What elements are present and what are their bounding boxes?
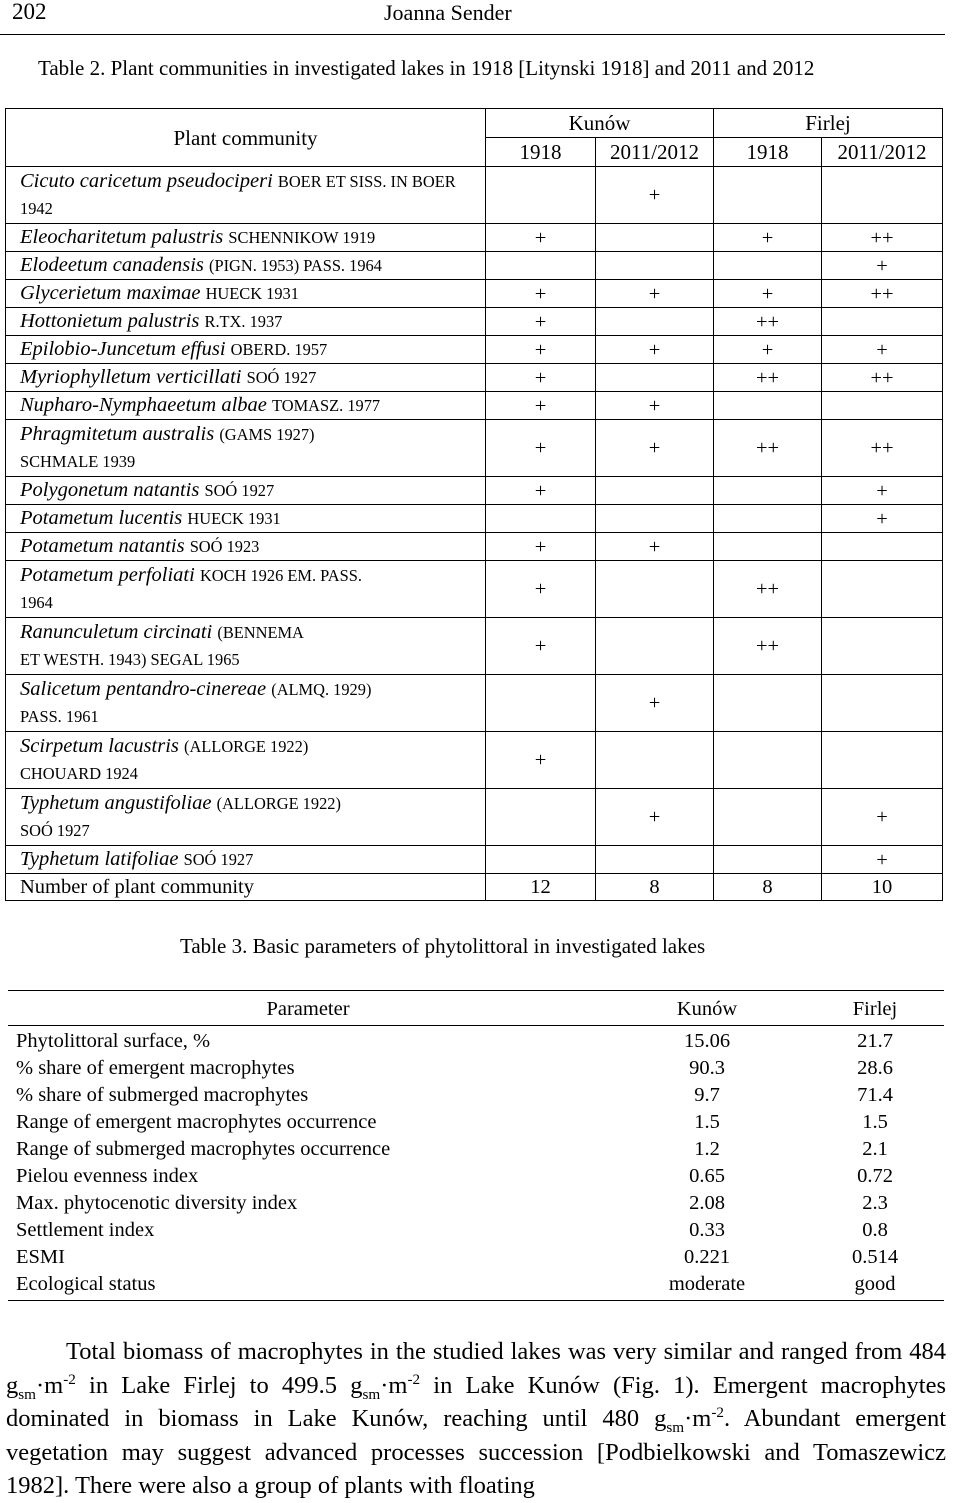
community-name: Myriophylletum verticillati [20, 366, 242, 388]
kunow-value-cell: 90.3 [689, 1057, 725, 1079]
presence-cell: ++ [822, 420, 943, 477]
presence-cell [714, 846, 822, 874]
presence-cell [714, 477, 822, 505]
presence-cell: + [822, 336, 943, 364]
table2-caption: Table 2. Plant communities in investigated lakes in 1918 [Litynski 1918] and 2011 and 2012 [38, 56, 815, 80]
table-row [6, 846, 943, 874]
community-author: KOCH 1926 EM. PASS. [199, 566, 362, 585]
parameter-cell: % share of submerged macrophytes [16, 1084, 309, 1106]
page-header [0, 0, 945, 35]
table-row [8, 1163, 944, 1190]
table-row [8, 1055, 944, 1082]
community-name: Potametum perfoliati [20, 564, 195, 586]
presence-cell: + [486, 420, 596, 477]
presence-cell: + [596, 789, 714, 846]
col-header-kunow: Kunów [608, 991, 806, 1026]
table-row [6, 392, 943, 420]
community-author: TOMASZ. 1977 [272, 396, 381, 415]
table-row [6, 732, 943, 789]
total-label: Number of plant community [6, 874, 486, 901]
para-text: . Abundant emergent vegetation may suggest advanced processes succession [Podbielkowski and Tomaszewicz 1982]. There were also a group of plants with floating [6, 1405, 947, 1499]
presence-cell [596, 364, 714, 392]
kunow-value-cell: 15.06 [683, 1030, 731, 1052]
unit-text: ·m [35, 1371, 64, 1399]
community-name: Cicuto caricetum pseudociperi [20, 170, 273, 192]
table-row [6, 336, 943, 364]
presence-cell: ++ [714, 364, 822, 392]
community-author: OBERD. 1957 [230, 340, 328, 359]
community-author: HUECK 1931 [187, 509, 281, 528]
community-author: (ALLORGE 1922) [216, 794, 341, 813]
presence-cell [822, 308, 943, 336]
presence-cell: ++ [822, 280, 943, 308]
firlej-value-cell: 28.6 [857, 1057, 893, 1079]
table-row [6, 252, 943, 280]
presence-cell: ++ [714, 420, 822, 477]
table-row [6, 505, 943, 533]
community-name: Eleocharitetum palustris [20, 226, 224, 248]
presence-cell: + [596, 392, 714, 420]
kunow-value-cell: moderate [608, 1271, 806, 1301]
table-row [6, 561, 943, 618]
firlej-value-cell: 1.5 [862, 1111, 888, 1133]
col-header-plant-community: Plant community [6, 109, 486, 167]
community-name: Glycerietum maximae [20, 282, 201, 304]
parameter-cell: Range of emergent macrophytes occurrence [16, 1111, 377, 1133]
presence-cell [822, 533, 943, 561]
presence-cell: + [714, 280, 822, 308]
presence-cell [822, 561, 943, 618]
presence-cell: + [714, 336, 822, 364]
col-header-year: 1918 [486, 138, 596, 167]
presence-cell: + [486, 732, 596, 789]
presence-cell: + [596, 167, 714, 224]
plant-community-cell [6, 675, 486, 732]
table-row [6, 420, 943, 477]
presence-cell [822, 618, 943, 675]
community-author: SOÓ 1927 [183, 850, 254, 869]
unit-sup: -2 [407, 1370, 421, 1388]
community-name: Potametum lucentis [20, 507, 183, 529]
presence-cell [596, 252, 714, 280]
presence-cell: + [714, 224, 822, 252]
community-name: Potametum natantis [20, 535, 185, 557]
unit-sup: -2 [63, 1370, 76, 1388]
presence-cell: + [486, 533, 596, 561]
presence-cell: + [486, 392, 596, 420]
col-header-parameter: Parameter [8, 991, 608, 1026]
presence-cell [486, 675, 596, 732]
table2-plant-communities [5, 108, 943, 901]
community-name: Elodeetum canadensis [20, 254, 204, 276]
plant-community-cell [6, 561, 486, 618]
community-author: HUECK 1931 [205, 284, 299, 303]
presence-cell [596, 224, 714, 252]
table-row [6, 618, 943, 675]
total-cell: 8 [714, 874, 822, 901]
presence-cell [822, 392, 943, 420]
presence-cell: + [486, 308, 596, 336]
presence-cell: + [596, 420, 714, 477]
table-row [8, 1217, 944, 1244]
unit-text: ·m [684, 1405, 712, 1432]
presence-cell: + [486, 280, 596, 308]
presence-cell: + [822, 252, 943, 280]
presence-cell [486, 167, 596, 224]
community-name: Ranunculetum circinati [20, 621, 213, 643]
para-text: in Lake Kunów (Fig. 1). Emergent macrophytes dominated in biomass in Lake Kunów, reaching until 480 g [6, 1371, 946, 1432]
presence-cell: + [596, 280, 714, 308]
total-cell: 8 [596, 874, 714, 901]
unit-text: ·m [380, 1371, 408, 1399]
presence-cell: ++ [822, 224, 943, 252]
col-header-firlej: Firlej [806, 991, 944, 1026]
community-author: R.TX. 1937 [204, 312, 283, 331]
presence-cell: + [486, 224, 596, 252]
community-name: Hottonietum palustris [20, 310, 200, 332]
plant-community-cell [6, 505, 486, 533]
community-name: Salicetum pentandro-cinereae [20, 678, 267, 700]
presence-cell: + [822, 846, 943, 874]
parameter-cell: Pielou evenness index [16, 1165, 199, 1187]
community-name: Typhetum angustifoliae [20, 792, 212, 814]
plant-community-cell [6, 618, 486, 675]
presence-cell [714, 167, 822, 224]
community-author: SOÓ 1923 [189, 537, 260, 556]
presence-cell: + [822, 505, 943, 533]
presence-cell [486, 505, 596, 533]
table-row [8, 1136, 944, 1163]
presence-cell: + [486, 364, 596, 392]
parameter-cell: Settlement index [16, 1219, 155, 1241]
table-row [8, 1082, 944, 1109]
firlej-value-cell: good [806, 1271, 944, 1301]
presence-cell [486, 252, 596, 280]
community-author: CHOUARD 1924 [20, 764, 138, 783]
community-author: 1964 [20, 593, 53, 612]
presence-cell [596, 505, 714, 533]
table-row-total [6, 874, 943, 901]
presence-cell [714, 675, 822, 732]
presence-cell: ++ [714, 308, 822, 336]
firlej-value-cell: 2.1 [862, 1138, 888, 1160]
parameter-cell: Phytolittoral surface, % [16, 1030, 211, 1052]
plant-community-cell [6, 364, 486, 392]
community-author: BOER ET SISS. IN BOER 1942 [20, 172, 456, 218]
table-row [6, 167, 943, 224]
plant-community-cell [6, 789, 486, 846]
table-row [8, 1109, 944, 1136]
plant-community-cell [6, 846, 486, 874]
presence-cell: ++ [822, 364, 943, 392]
community-author: SCHMALE 1939 [20, 452, 136, 471]
presence-cell: + [486, 618, 596, 675]
community-name: Epilobio-Juncetum effusi [20, 338, 226, 360]
presence-cell: + [596, 675, 714, 732]
plant-community-cell [6, 336, 486, 364]
presence-cell [714, 252, 822, 280]
table3-caption: Table 3. Basic parameters of phytolittoral in investigated lakes [180, 934, 706, 958]
presence-cell [596, 308, 714, 336]
community-name: Phragmitetum australis [20, 423, 215, 445]
table-row [6, 789, 943, 846]
firlej-value-cell: 0.514 [851, 1246, 899, 1268]
kunow-value-cell: 0.65 [689, 1165, 725, 1187]
presence-cell [486, 789, 596, 846]
table-row [6, 533, 943, 561]
table-row [6, 364, 943, 392]
table-row [6, 308, 943, 336]
unit-sup: -2 [711, 1403, 724, 1421]
presence-cell [596, 846, 714, 874]
col-header-year: 1918 [714, 138, 822, 167]
parameter-cell: Ecological status [8, 1271, 608, 1301]
body-paragraph [6, 1335, 946, 1503]
parameter-cell: ESMI [16, 1246, 65, 1268]
presence-cell [714, 533, 822, 561]
community-author: (ALMQ. 1929) [271, 680, 372, 699]
presence-cell [596, 477, 714, 505]
col-header-year: 2011/2012 [596, 138, 714, 167]
presence-cell [596, 561, 714, 618]
kunow-value-cell: 1.2 [694, 1138, 720, 1160]
presence-cell: + [596, 336, 714, 364]
unit-sub: sm [666, 1418, 685, 1436]
plant-community-cell [6, 308, 486, 336]
community-author: PASS. 1961 [20, 707, 99, 726]
presence-cell [822, 167, 943, 224]
col-header-lake-kunow: Kunów [486, 109, 714, 138]
firlej-value-cell: 0.72 [857, 1165, 893, 1187]
community-name: Scirpetum lacustris [20, 735, 179, 757]
firlej-value-cell: 71.4 [857, 1084, 893, 1106]
total-cell: 10 [822, 874, 943, 901]
presence-cell: + [596, 533, 714, 561]
plant-community-cell [6, 533, 486, 561]
presence-cell: + [822, 477, 943, 505]
plant-community-cell [6, 420, 486, 477]
presence-cell [714, 789, 822, 846]
community-author: (ALLORGE 1922) [184, 737, 309, 756]
community-name: Typhetum latifoliae [20, 848, 179, 870]
table-row [6, 675, 943, 732]
presence-cell [714, 392, 822, 420]
presence-cell: + [822, 789, 943, 846]
table-row [8, 1244, 944, 1271]
kunow-value-cell: 9.7 [694, 1084, 720, 1106]
para-text: in Lake Firlej to 499.5 g [75, 1371, 363, 1399]
presence-cell: + [486, 561, 596, 618]
plant-community-cell [6, 732, 486, 789]
community-author: (PIGN. 1953) PASS. 1964 [209, 256, 382, 275]
plant-community-cell [6, 392, 486, 420]
presence-cell [596, 618, 714, 675]
table-row [8, 1271, 944, 1301]
firlej-value-cell: 0.8 [862, 1219, 888, 1241]
kunow-value-cell: 0.33 [689, 1219, 725, 1241]
presence-cell [596, 732, 714, 789]
community-name: Nupharo-Nymphaeetum albae [20, 394, 267, 416]
presence-cell [822, 732, 943, 789]
total-cell: 12 [486, 874, 596, 901]
community-author: SCHENNIKOW 1919 [228, 228, 376, 247]
parameter-cell: % share of emergent macrophytes [16, 1057, 295, 1079]
col-header-year: 2011/2012 [822, 138, 943, 167]
presence-cell [486, 846, 596, 874]
kunow-value-cell: 1.5 [694, 1111, 720, 1133]
presence-cell: + [486, 477, 596, 505]
firlej-value-cell: 21.7 [857, 1030, 893, 1052]
presence-cell [714, 732, 822, 789]
kunow-value-cell: 0.221 [683, 1246, 731, 1268]
col-header-lake-firlej: Firlej [714, 109, 943, 138]
parameter-cell: Range of submerged macrophytes occurrence [16, 1138, 391, 1160]
table-row [6, 224, 943, 252]
presence-cell [714, 505, 822, 533]
table3-phytolittoral-parameters [8, 990, 944, 1301]
unit-sub: sm [362, 1385, 381, 1403]
para-text: Total biomass of macrophytes in the studied lakes was very similar and ranged from 484 g [6, 1338, 946, 1399]
table-row [8, 1190, 944, 1217]
presence-cell: + [486, 336, 596, 364]
page-number: 202 [12, 0, 47, 24]
plant-community-cell [6, 477, 486, 505]
community-author: SOÓ 1927 [204, 481, 275, 500]
presence-cell: ++ [714, 561, 822, 618]
plant-community-cell [6, 280, 486, 308]
table-row [8, 1026, 944, 1056]
presence-cell [822, 675, 943, 732]
community-author: (BENNEMA [217, 623, 304, 642]
plant-community-cell [6, 167, 486, 224]
community-author: SOÓ 1927 [20, 821, 90, 840]
presence-cell: ++ [714, 618, 822, 675]
community-author: (GAMS 1927) [219, 425, 315, 444]
running-head-author: Joanna Sender [384, 0, 512, 25]
kunow-value-cell: 2.08 [689, 1192, 725, 1214]
parameter-cell: Max. phytocenotic diversity index [16, 1192, 298, 1214]
plant-community-cell [6, 252, 486, 280]
firlej-value-cell: 2.3 [862, 1192, 888, 1214]
community-name: Polygonetum natantis [20, 479, 200, 501]
community-author: SOÓ 1927 [246, 368, 317, 387]
unit-sub: sm [18, 1385, 36, 1403]
table-row [6, 280, 943, 308]
table-row [6, 477, 943, 505]
community-author: ET WESTH. 1943) SEGAL 1965 [20, 650, 240, 669]
plant-community-cell [6, 224, 486, 252]
